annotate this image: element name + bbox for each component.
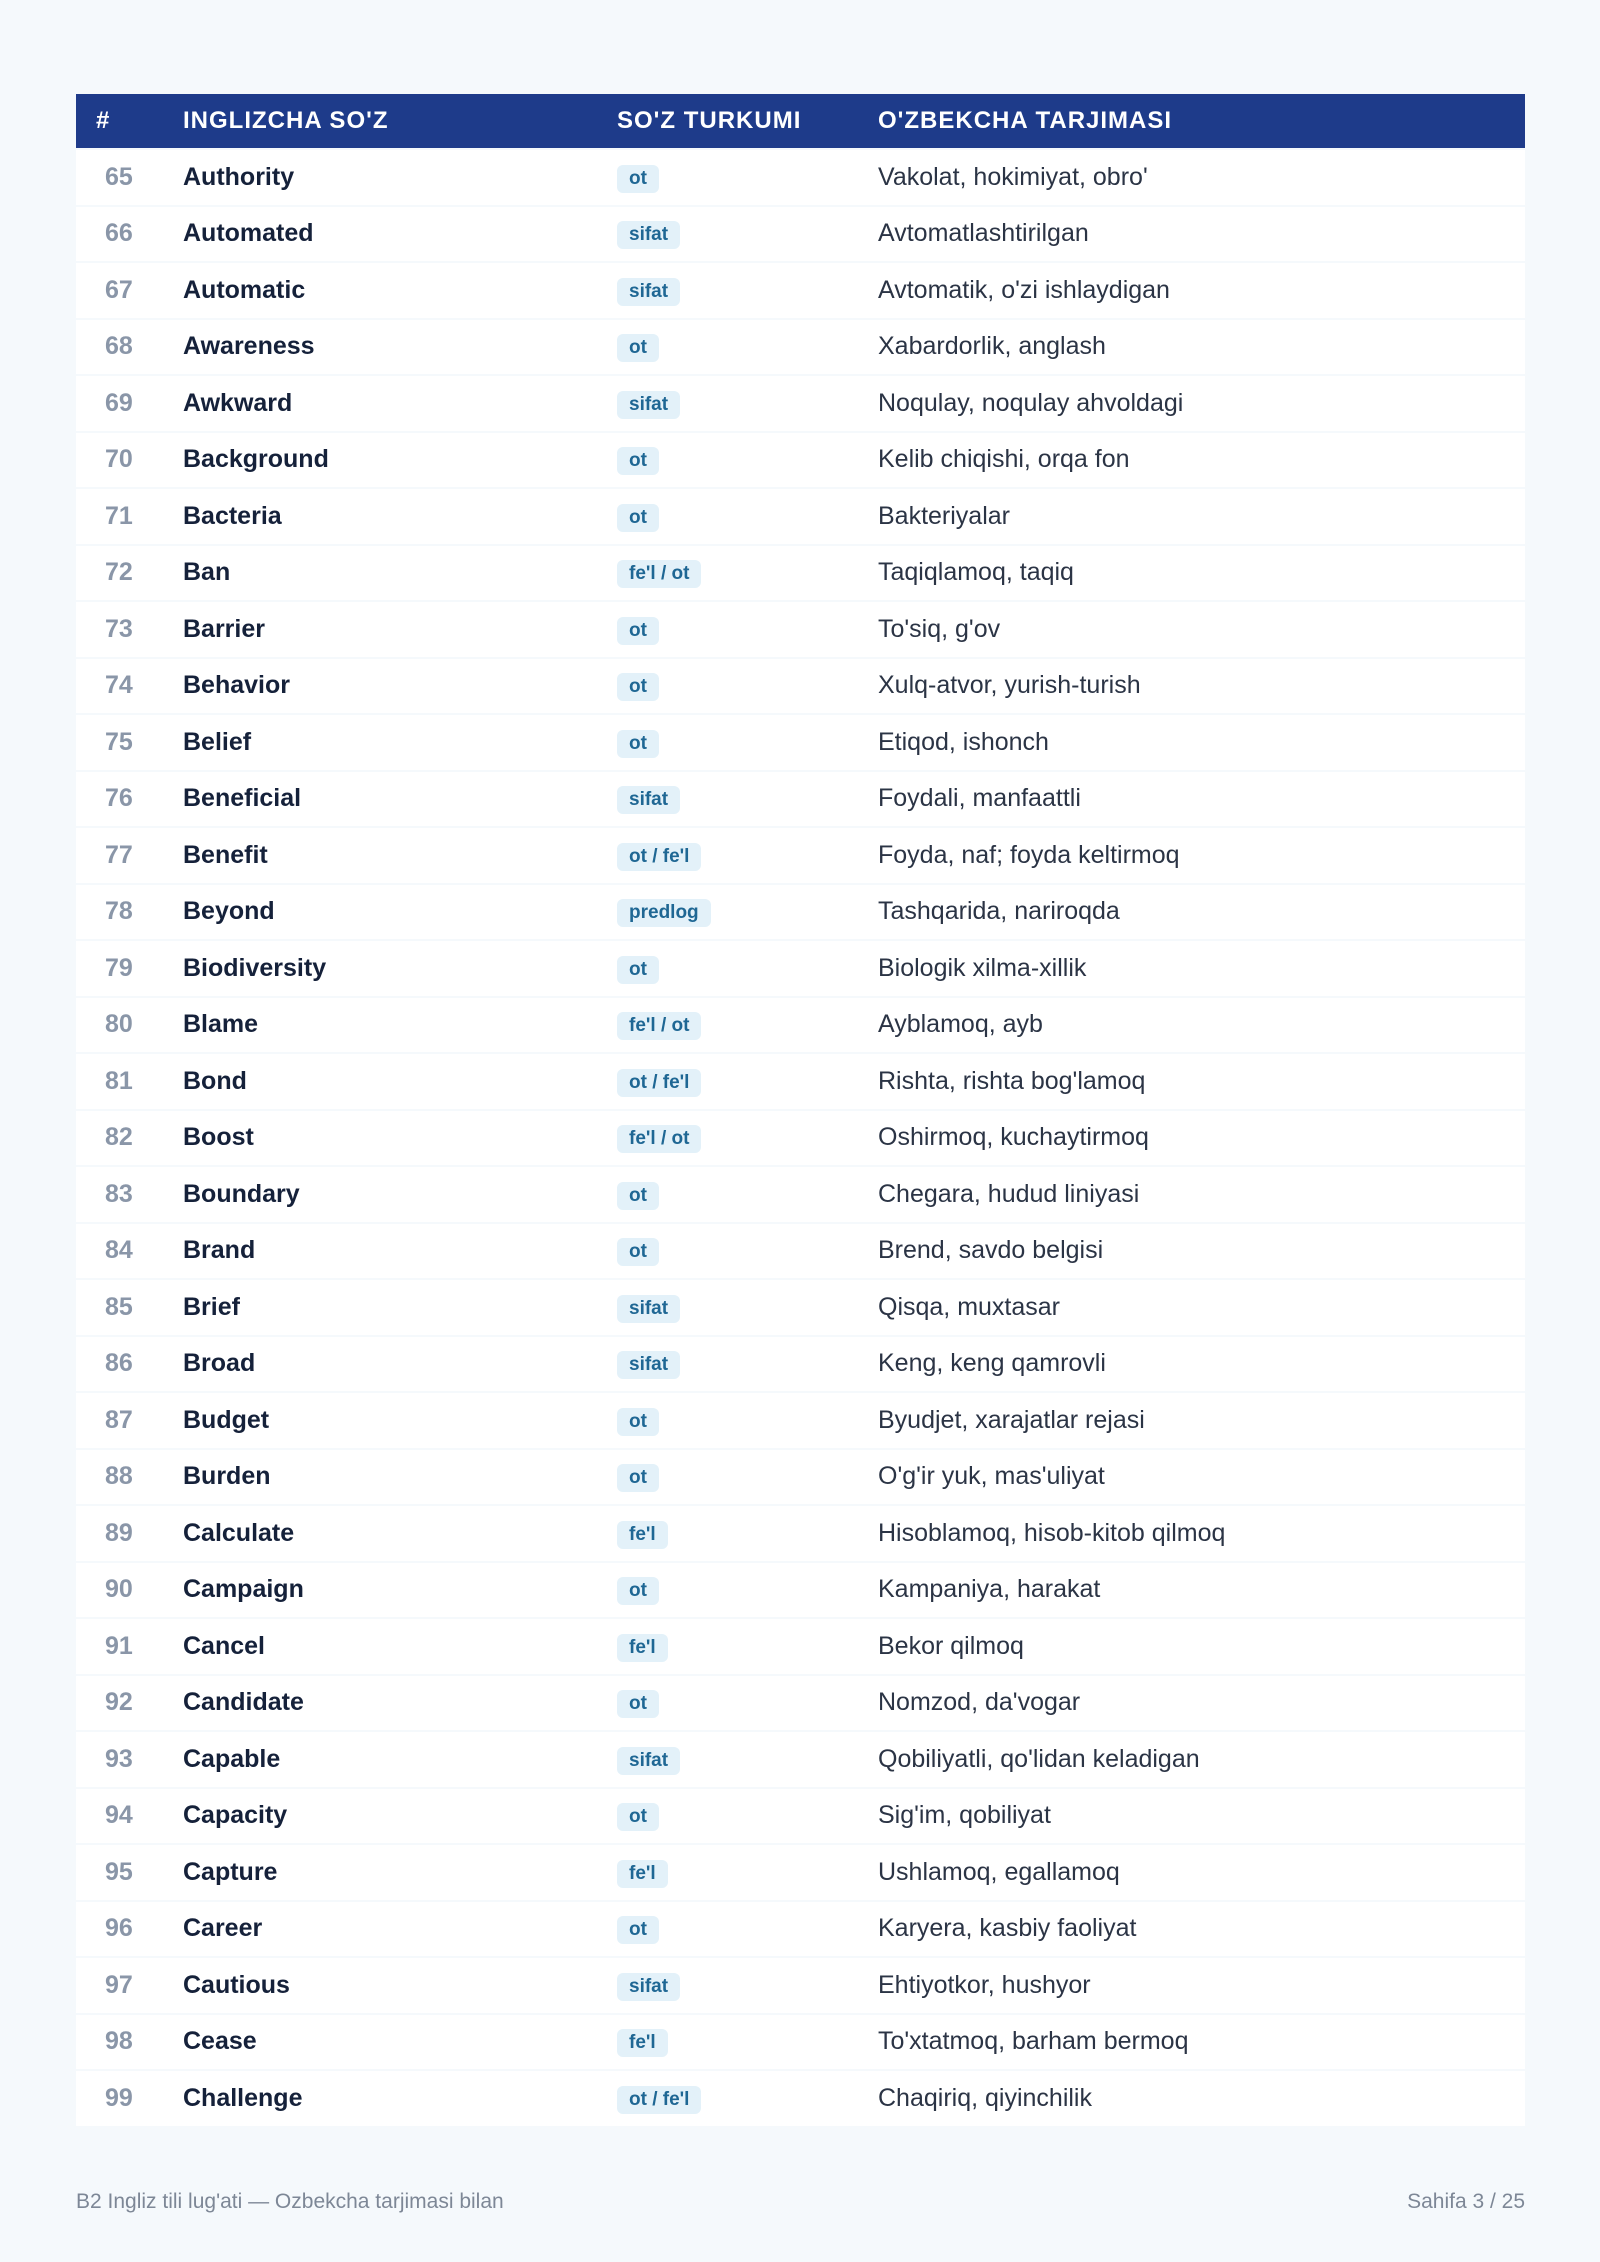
part-of-speech-cell bbox=[617, 602, 878, 657]
part-of-speech-cell bbox=[617, 1676, 878, 1731]
table-row bbox=[76, 1393, 1525, 1448]
part-of-speech-badge: sifat bbox=[617, 1351, 680, 1379]
row-number: 98 bbox=[76, 2015, 183, 2070]
english-word: Barrier bbox=[183, 602, 617, 657]
part-of-speech-cell bbox=[617, 2015, 878, 2070]
uzbek-translation: Ehtiyotkor, hushyor bbox=[878, 1958, 1525, 2013]
vocabulary-page bbox=[76, 92, 1525, 2128]
row-number: 92 bbox=[76, 1676, 183, 1731]
part-of-speech-cell bbox=[617, 772, 878, 827]
uzbek-translation: Foyda, naf; foyda keltirmoq bbox=[878, 828, 1525, 883]
uzbek-translation: Chegara, hudud liniyasi bbox=[878, 1167, 1525, 1222]
row-number: 79 bbox=[76, 941, 183, 996]
row-number: 86 bbox=[76, 1337, 183, 1392]
english-word: Cease bbox=[183, 2015, 617, 2070]
uzbek-translation: Xabardorlik, anglash bbox=[878, 320, 1525, 375]
part-of-speech-cell bbox=[617, 1732, 878, 1787]
uzbek-translation: Kelib chiqishi, orqa fon bbox=[878, 433, 1525, 488]
part-of-speech-badge: ot bbox=[617, 1916, 659, 1944]
header-english-word: INGLIZCHA SO'Z bbox=[183, 94, 617, 148]
part-of-speech-cell bbox=[617, 433, 878, 488]
part-of-speech-badge: sifat bbox=[617, 278, 680, 306]
part-of-speech-badge: fe'l / ot bbox=[617, 1012, 701, 1040]
uzbek-translation: Biologik xilma-xillik bbox=[878, 941, 1525, 996]
row-number: 89 bbox=[76, 1506, 183, 1561]
english-word: Capacity bbox=[183, 1789, 617, 1844]
english-word: Broad bbox=[183, 1337, 617, 1392]
uzbek-translation: O'g'ir yuk, mas'uliyat bbox=[878, 1450, 1525, 1505]
part-of-speech-cell bbox=[617, 207, 878, 262]
part-of-speech-cell bbox=[617, 1506, 878, 1561]
uzbek-translation: Qobiliyatli, qo'lidan keladigan bbox=[878, 1732, 1525, 1787]
english-word: Burden bbox=[183, 1450, 617, 1505]
row-number: 94 bbox=[76, 1789, 183, 1844]
part-of-speech-cell bbox=[617, 659, 878, 714]
table-row bbox=[76, 489, 1525, 544]
row-number: 82 bbox=[76, 1111, 183, 1166]
part-of-speech-badge: fe'l / ot bbox=[617, 1125, 701, 1153]
part-of-speech-badge: sifat bbox=[617, 391, 680, 419]
part-of-speech-cell bbox=[617, 546, 878, 601]
uzbek-translation: Taqiqlamoq, taqiq bbox=[878, 546, 1525, 601]
english-word: Cancel bbox=[183, 1619, 617, 1674]
table-row bbox=[76, 1845, 1525, 1900]
row-number: 80 bbox=[76, 998, 183, 1053]
uzbek-translation: Oshirmoq, kuchaytirmoq bbox=[878, 1111, 1525, 1166]
row-number: 77 bbox=[76, 828, 183, 883]
part-of-speech-badge: sifat bbox=[617, 221, 680, 249]
table-row bbox=[76, 885, 1525, 940]
english-word: Boost bbox=[183, 1111, 617, 1166]
part-of-speech-badge: sifat bbox=[617, 786, 680, 814]
english-word: Budget bbox=[183, 1393, 617, 1448]
uzbek-translation: Chaqiriq, qiyinchilik bbox=[878, 2071, 1525, 2126]
part-of-speech-cell bbox=[617, 1054, 878, 1109]
header-number: # bbox=[76, 94, 183, 148]
english-word: Bacteria bbox=[183, 489, 617, 544]
table-row bbox=[76, 1450, 1525, 1505]
part-of-speech-cell bbox=[617, 1902, 878, 1957]
english-word: Background bbox=[183, 433, 617, 488]
part-of-speech-badge: ot bbox=[617, 447, 659, 475]
english-word: Ban bbox=[183, 546, 617, 601]
uzbek-translation: Nomzod, da'vogar bbox=[878, 1676, 1525, 1731]
part-of-speech-badge: ot bbox=[617, 1408, 659, 1436]
page-number: Sahifa 3 / 25 bbox=[1407, 2190, 1525, 2213]
uzbek-translation: Byudjet, xarajatlar rejasi bbox=[878, 1393, 1525, 1448]
part-of-speech-badge: ot bbox=[617, 956, 659, 984]
table-row bbox=[76, 2015, 1525, 2070]
uzbek-translation: Karyera, kasbiy faoliyat bbox=[878, 1902, 1525, 1957]
part-of-speech-badge: ot bbox=[617, 1238, 659, 1266]
english-word: Beyond bbox=[183, 885, 617, 940]
part-of-speech-badge: ot bbox=[617, 1182, 659, 1210]
english-word: Candidate bbox=[183, 1676, 617, 1731]
english-word: Bond bbox=[183, 1054, 617, 1109]
english-word: Authority bbox=[183, 150, 617, 205]
table-row bbox=[76, 1054, 1525, 1109]
uzbek-translation: Noqulay, noqulay ahvoldagi bbox=[878, 376, 1525, 431]
row-number: 88 bbox=[76, 1450, 183, 1505]
uzbek-translation: To'xtatmoq, barham bermoq bbox=[878, 2015, 1525, 2070]
uzbek-translation: Ayblamoq, ayb bbox=[878, 998, 1525, 1053]
table-row bbox=[76, 320, 1525, 375]
row-number: 74 bbox=[76, 659, 183, 714]
uzbek-translation: Vakolat, hokimiyat, obro' bbox=[878, 150, 1525, 205]
row-number: 75 bbox=[76, 715, 183, 770]
table-row bbox=[76, 1506, 1525, 1561]
part-of-speech-cell bbox=[617, 1224, 878, 1279]
part-of-speech-cell bbox=[617, 941, 878, 996]
part-of-speech-badge: fe'l bbox=[617, 1521, 668, 1549]
part-of-speech-cell bbox=[617, 828, 878, 883]
uzbek-translation: Avtomatik, o'zi ishlaydigan bbox=[878, 263, 1525, 318]
part-of-speech-cell bbox=[617, 885, 878, 940]
uzbek-translation: Xulq-atvor, yurish-turish bbox=[878, 659, 1525, 714]
row-number: 91 bbox=[76, 1619, 183, 1674]
part-of-speech-cell bbox=[617, 263, 878, 318]
table-row bbox=[76, 1337, 1525, 1392]
part-of-speech-badge: sifat bbox=[617, 1973, 680, 2001]
english-word: Career bbox=[183, 1902, 617, 1957]
row-number: 81 bbox=[76, 1054, 183, 1109]
table-row bbox=[76, 998, 1525, 1053]
table-row bbox=[76, 376, 1525, 431]
row-number: 99 bbox=[76, 2071, 183, 2126]
table-row bbox=[76, 659, 1525, 714]
row-number: 71 bbox=[76, 489, 183, 544]
table-row bbox=[76, 1224, 1525, 1279]
part-of-speech-cell bbox=[617, 150, 878, 205]
uzbek-translation: Brend, savdo belgisi bbox=[878, 1224, 1525, 1279]
part-of-speech-cell bbox=[617, 1393, 878, 1448]
row-number: 69 bbox=[76, 376, 183, 431]
part-of-speech-cell bbox=[617, 1845, 878, 1900]
table-body bbox=[76, 150, 1525, 2126]
uzbek-translation: Sig'im, qobiliyat bbox=[878, 1789, 1525, 1844]
uzbek-translation: Foydali, manfaattli bbox=[878, 772, 1525, 827]
row-number: 84 bbox=[76, 1224, 183, 1279]
english-word: Blame bbox=[183, 998, 617, 1053]
row-number: 90 bbox=[76, 1563, 183, 1618]
part-of-speech-cell bbox=[617, 1111, 878, 1166]
table-row bbox=[76, 2071, 1525, 2126]
row-number: 68 bbox=[76, 320, 183, 375]
table-row bbox=[76, 546, 1525, 601]
part-of-speech-cell bbox=[617, 1619, 878, 1674]
part-of-speech-badge: ot / fe'l bbox=[617, 2086, 701, 2114]
table-row bbox=[76, 263, 1525, 318]
row-number: 66 bbox=[76, 207, 183, 262]
part-of-speech-badge: ot bbox=[617, 504, 659, 532]
row-number: 70 bbox=[76, 433, 183, 488]
uzbek-translation: Qisqa, muxtasar bbox=[878, 1280, 1525, 1335]
table-row bbox=[76, 150, 1525, 205]
table-row bbox=[76, 1676, 1525, 1731]
row-number: 78 bbox=[76, 885, 183, 940]
table-row bbox=[76, 1619, 1525, 1674]
uzbek-translation: Bekor qilmoq bbox=[878, 1619, 1525, 1674]
table-row bbox=[76, 1280, 1525, 1335]
table-row bbox=[76, 1958, 1525, 2013]
footer-title: B2 Ingliz tili lug'ati — Ozbekcha tarjimasi bilan bbox=[76, 2190, 504, 2213]
part-of-speech-badge: fe'l bbox=[617, 1634, 668, 1662]
row-number: 76 bbox=[76, 772, 183, 827]
table-row bbox=[76, 941, 1525, 996]
english-word: Brief bbox=[183, 1280, 617, 1335]
english-word: Boundary bbox=[183, 1167, 617, 1222]
part-of-speech-cell bbox=[617, 320, 878, 375]
part-of-speech-badge: ot bbox=[617, 730, 659, 758]
english-word: Automatic bbox=[183, 263, 617, 318]
part-of-speech-badge: predlog bbox=[617, 899, 711, 927]
english-word: Automated bbox=[183, 207, 617, 262]
uzbek-translation: Hisoblamoq, hisob-kitob qilmoq bbox=[878, 1506, 1525, 1561]
uzbek-translation: Avtomatlashtirilgan bbox=[878, 207, 1525, 262]
row-number: 95 bbox=[76, 1845, 183, 1900]
row-number: 97 bbox=[76, 1958, 183, 2013]
table-row bbox=[76, 433, 1525, 488]
english-word: Awkward bbox=[183, 376, 617, 431]
table-row bbox=[76, 1789, 1525, 1844]
part-of-speech-cell bbox=[617, 1563, 878, 1618]
part-of-speech-badge: ot bbox=[617, 1464, 659, 1492]
part-of-speech-badge: fe'l bbox=[617, 1860, 668, 1888]
part-of-speech-badge: ot bbox=[617, 165, 659, 193]
part-of-speech-cell bbox=[617, 1789, 878, 1844]
row-number: 96 bbox=[76, 1902, 183, 1957]
part-of-speech-cell bbox=[617, 1450, 878, 1505]
english-word: Cautious bbox=[183, 1958, 617, 2013]
table-row bbox=[76, 1111, 1525, 1166]
row-number: 93 bbox=[76, 1732, 183, 1787]
part-of-speech-cell bbox=[617, 376, 878, 431]
header-uzbek-translation: O'ZBEKCHA TARJIMASI bbox=[878, 94, 1525, 148]
english-word: Challenge bbox=[183, 2071, 617, 2126]
part-of-speech-badge: ot bbox=[617, 1803, 659, 1831]
part-of-speech-cell bbox=[617, 1337, 878, 1392]
table-row bbox=[76, 1167, 1525, 1222]
table-row bbox=[76, 715, 1525, 770]
row-number: 83 bbox=[76, 1167, 183, 1222]
english-word: Capture bbox=[183, 1845, 617, 1900]
english-word: Brand bbox=[183, 1224, 617, 1279]
part-of-speech-badge: ot bbox=[617, 1690, 659, 1718]
english-word: Beneficial bbox=[183, 772, 617, 827]
part-of-speech-badge: ot / fe'l bbox=[617, 1069, 701, 1097]
row-number: 87 bbox=[76, 1393, 183, 1448]
row-number: 67 bbox=[76, 263, 183, 318]
row-number: 85 bbox=[76, 1280, 183, 1335]
vocabulary-table bbox=[76, 92, 1525, 2128]
table-row bbox=[76, 602, 1525, 657]
part-of-speech-badge: ot / fe'l bbox=[617, 843, 701, 871]
row-number: 72 bbox=[76, 546, 183, 601]
row-number: 73 bbox=[76, 602, 183, 657]
part-of-speech-badge: ot bbox=[617, 1577, 659, 1605]
part-of-speech-badge: ot bbox=[617, 673, 659, 701]
part-of-speech-cell bbox=[617, 998, 878, 1053]
part-of-speech-cell bbox=[617, 2071, 878, 2126]
table-row bbox=[76, 828, 1525, 883]
part-of-speech-cell bbox=[617, 715, 878, 770]
uzbek-translation: Kampaniya, harakat bbox=[878, 1563, 1525, 1618]
part-of-speech-cell bbox=[617, 1958, 878, 2013]
table-row bbox=[76, 1563, 1525, 1618]
uzbek-translation: Rishta, rishta bog'lamoq bbox=[878, 1054, 1525, 1109]
part-of-speech-cell bbox=[617, 1280, 878, 1335]
english-word: Calculate bbox=[183, 1506, 617, 1561]
table-row bbox=[76, 207, 1525, 262]
row-number: 65 bbox=[76, 150, 183, 205]
english-word: Capable bbox=[183, 1732, 617, 1787]
english-word: Belief bbox=[183, 715, 617, 770]
uzbek-translation: Etiqod, ishonch bbox=[878, 715, 1525, 770]
part-of-speech-badge: fe'l bbox=[617, 2029, 668, 2057]
uzbek-translation: Bakteriyalar bbox=[878, 489, 1525, 544]
uzbek-translation: Keng, keng qamrovli bbox=[878, 1337, 1525, 1392]
part-of-speech-badge: sifat bbox=[617, 1747, 680, 1775]
table-header-row bbox=[76, 94, 1525, 148]
part-of-speech-badge: sifat bbox=[617, 1295, 680, 1323]
part-of-speech-badge: ot bbox=[617, 617, 659, 645]
table-row bbox=[76, 1902, 1525, 1957]
uzbek-translation: Tashqarida, nariroqda bbox=[878, 885, 1525, 940]
uzbek-translation: To'siq, g'ov bbox=[878, 602, 1525, 657]
english-word: Awareness bbox=[183, 320, 617, 375]
table-row bbox=[76, 772, 1525, 827]
part-of-speech-cell bbox=[617, 1167, 878, 1222]
part-of-speech-cell bbox=[617, 489, 878, 544]
uzbek-translation: Ushlamoq, egallamoq bbox=[878, 1845, 1525, 1900]
part-of-speech-badge: fe'l / ot bbox=[617, 560, 701, 588]
table-row bbox=[76, 1732, 1525, 1787]
header-part-of-speech: SO'Z TURKUMI bbox=[617, 94, 878, 148]
english-word: Benefit bbox=[183, 828, 617, 883]
part-of-speech-badge: ot bbox=[617, 334, 659, 362]
english-word: Behavior bbox=[183, 659, 617, 714]
english-word: Campaign bbox=[183, 1563, 617, 1618]
english-word: Biodiversity bbox=[183, 941, 617, 996]
